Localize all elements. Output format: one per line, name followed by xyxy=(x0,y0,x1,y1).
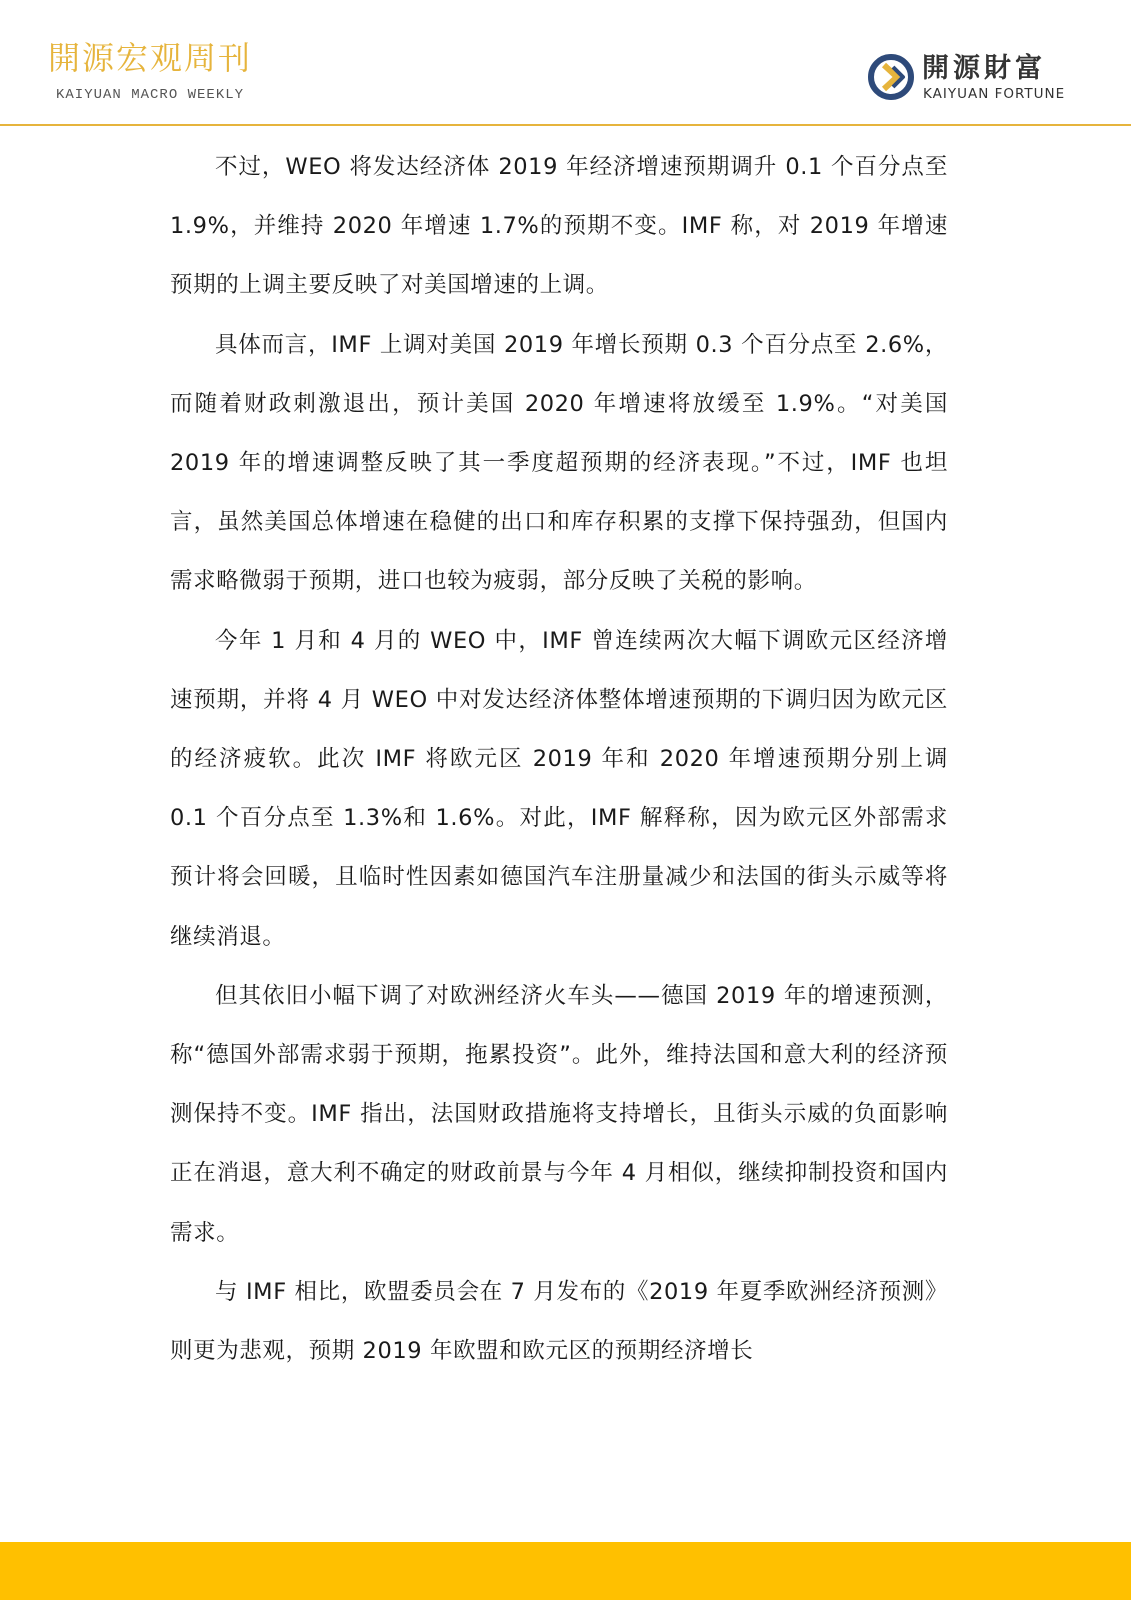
header-divider xyxy=(0,124,1131,126)
paragraph: 不过，WEO 将发达经济体 2019 年经济增速预期调升 0.1 个百分点至 1.9%，并维持 2020 年增速 1.7%的预期不变。IMF 称，对 2019 年增速预期的上调主要反映了对美国增速的上调。 xyxy=(170,154,948,299)
paragraph: 与 IMF 相比，欧盟委员会在 7 月发布的《2019 年夏季欧洲经济预测》则更为悲观，预期 2019 年欧盟和欧元区的预期经济增长 xyxy=(170,1278,948,1365)
publication-subtitle: KAIYUAN MACRO WEEKLY xyxy=(56,87,245,103)
brand-name-en: KAIYUAN FORTUNE xyxy=(923,86,1066,102)
paragraph: 今年 1 月和 4 月的 WEO 中，IMF 曾连续两次大幅下调欧元区经济增速预期，并将 4 月 WEO 中对发达经济体整体增速预期的下调归因为欧元区的经济疲软。此次 IMF 将欧元区 2019 年和 2020 年增速预期分别上调 0.1 个百分点至 1.3%和 1.6%。对此，IMF 解释称，因为欧元区外部需求预计将会回暖，且临时性因素如德国汽车注册量减少和法国的街头示威等将继续消退。 xyxy=(170,627,948,950)
article-body xyxy=(170,138,948,1381)
page-header xyxy=(0,0,1131,126)
paragraph: 但其依旧小幅下调了对欧洲经济火车头——德国 2019 年的增速预测，称“德国外部需求弱于预期，拖累投资”。此外，维持法国和意大利的经济预测保持不变。IMF 指出，法国财政措施将支持增长，且街头示威的负面影响正在消退，意大利不确定的财政前景与今年 4 月相似，继续抑制投资和国内需求。 xyxy=(170,982,948,1246)
paragraph: 具体而言，IMF 上调对美国 2019 年增长预期 0.3 个百分点至 2.6%，而随着财政刺激退出，预计美国 2020 年增速将放缓至 1.9%。“对美国 2019 年的增速调整反映了其一季度超预期的经济表现。”不过，IMF 也坦言，虽然美国总体增速在稳健的出口和库存积累的支撑下保持强劲，但国内需求略微弱于预期，进口也较为疲弱，部分反映了关税的影响。 xyxy=(170,331,948,595)
kaiyuan-logo-icon xyxy=(866,52,916,102)
publication-title: 開源宏观周刊 xyxy=(48,39,253,77)
brand-logo xyxy=(866,52,1086,108)
brand-name-cn: 開源財富 xyxy=(922,53,1046,84)
footer-bar xyxy=(0,1542,1131,1600)
